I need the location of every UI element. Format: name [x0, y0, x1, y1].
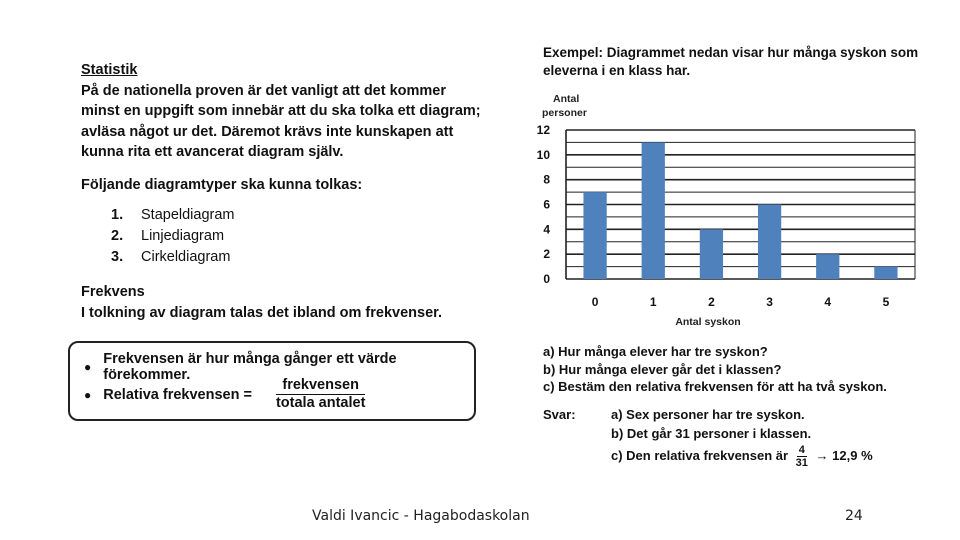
question-b: b) Hur många elever går det i klassen? — [543, 361, 782, 377]
arrow-icon: → — [815, 447, 829, 463]
example-text-2: eleverna i en klass har. — [543, 63, 691, 78]
answer-c-text: c) Den relativa frekvensen är — [611, 447, 789, 463]
example-intro — [543, 44, 923, 80]
list-number: 2. — [111, 228, 124, 244]
bullet-dot-icon: ● — [84, 387, 92, 402]
y-tick-label: 12 — [536, 123, 550, 137]
answer-c-denominator: 31 — [795, 457, 808, 469]
chart-bars — [583, 142, 897, 279]
bar — [874, 267, 897, 279]
page-number: 24 — [845, 508, 863, 524]
frekvens-definition: Frekvensen är hur många gånger ett värde förekommer. — [103, 351, 397, 383]
list-item — [81, 205, 481, 226]
y-axis-label-line-1: Antal — [553, 93, 580, 105]
frekvens-text: I tolkning av diagram talas det ibland om frekvenser. — [81, 304, 442, 321]
answer-c-result: 12,9 % — [832, 447, 873, 463]
answer-b: b) Det går 31 personer i klassen. — [611, 426, 812, 441]
list-number: 1. — [111, 207, 124, 223]
footer-author: Valdi Ivancic - Hagabodaskolan — [312, 508, 530, 524]
example-text-1: Diagrammet nedan visar hur många syskon som — [606, 45, 919, 60]
intro-line-4: kunna rita ett avancerat diagram själv. — [81, 144, 344, 160]
answer-c-fraction — [796, 444, 808, 469]
y-tick-label: 2 — [543, 247, 550, 262]
section-heading-statistik: Statistik — [81, 62, 138, 78]
answer-a: a) Sex personer har tre syskon. — [611, 407, 805, 422]
relative-frequency-label: Relativa frekvensen = — [103, 386, 252, 403]
y-tick-labels — [537, 123, 551, 286]
bar — [700, 229, 723, 279]
list-number: 3. — [111, 249, 124, 265]
x-tick-label: 2 — [708, 295, 715, 309]
x-tick-labels — [592, 295, 890, 309]
intro-line-3: avläsa något ur det. Däremot krävs inte kunskapen att — [81, 123, 454, 140]
x-axis-label: Antal syskon — [675, 316, 741, 328]
x-tick-label: 3 — [766, 295, 773, 309]
intro-line-1: På de nationella proven är det vanligt att det kommer — [81, 82, 447, 99]
definition-box — [68, 341, 476, 421]
questions — [543, 343, 887, 396]
theory-column — [81, 60, 481, 323]
answer-c-numerator: 4 — [798, 444, 805, 456]
bar — [758, 205, 781, 280]
y-tick-label: 6 — [543, 197, 550, 212]
y-axis-label-line-2: personer — [542, 107, 587, 119]
list-item — [81, 226, 481, 247]
y-tick-label: 0 — [543, 272, 550, 286]
y-tick-label: 10 — [536, 147, 550, 162]
x-tick-label: 0 — [591, 295, 599, 309]
bar — [642, 142, 665, 279]
bullet-dot-icon: ● — [84, 360, 92, 374]
siblings-bar-chart — [530, 88, 930, 333]
answer-label: Svar: — [543, 407, 576, 422]
question-c: c) Bestäm den relativa frekvensen för att ha två syskon. — [543, 379, 887, 394]
list-label: Stapeldiagram — [141, 207, 235, 223]
question-a: a) Hur många elever har tre syskon? — [543, 344, 768, 359]
y-tick-label: 4 — [543, 222, 550, 237]
x-tick-label: 5 — [882, 295, 890, 309]
chart-gridlines — [566, 130, 915, 279]
relative-frequency-fraction — [270, 377, 371, 412]
fraction-denominator: totala antalet — [275, 395, 366, 411]
fraction-numerator: frekvensen — [276, 377, 365, 395]
list-label: Cirkeldiagram — [141, 249, 231, 265]
bar — [816, 254, 839, 279]
x-tick-label: 1 — [649, 295, 657, 309]
answer-c — [611, 444, 873, 469]
types-intro: Följande diagramtyper ska kunna tolkas: — [81, 176, 363, 193]
definition-bullet-2 — [84, 377, 371, 412]
bar — [583, 192, 606, 279]
example-label: Exempel: — [543, 45, 604, 60]
intro-line-2: minst en uppgift som innebär att du ska tolka ett diagram; — [81, 103, 481, 119]
list-label: Linjediagram — [141, 228, 225, 244]
diagram-type-list — [81, 205, 481, 268]
y-tick-label: 8 — [543, 172, 550, 187]
list-item — [81, 247, 481, 268]
example-line-1 — [543, 44, 923, 62]
x-tick-label: 4 — [824, 295, 832, 309]
frekvens-heading: Frekvens — [81, 284, 145, 300]
